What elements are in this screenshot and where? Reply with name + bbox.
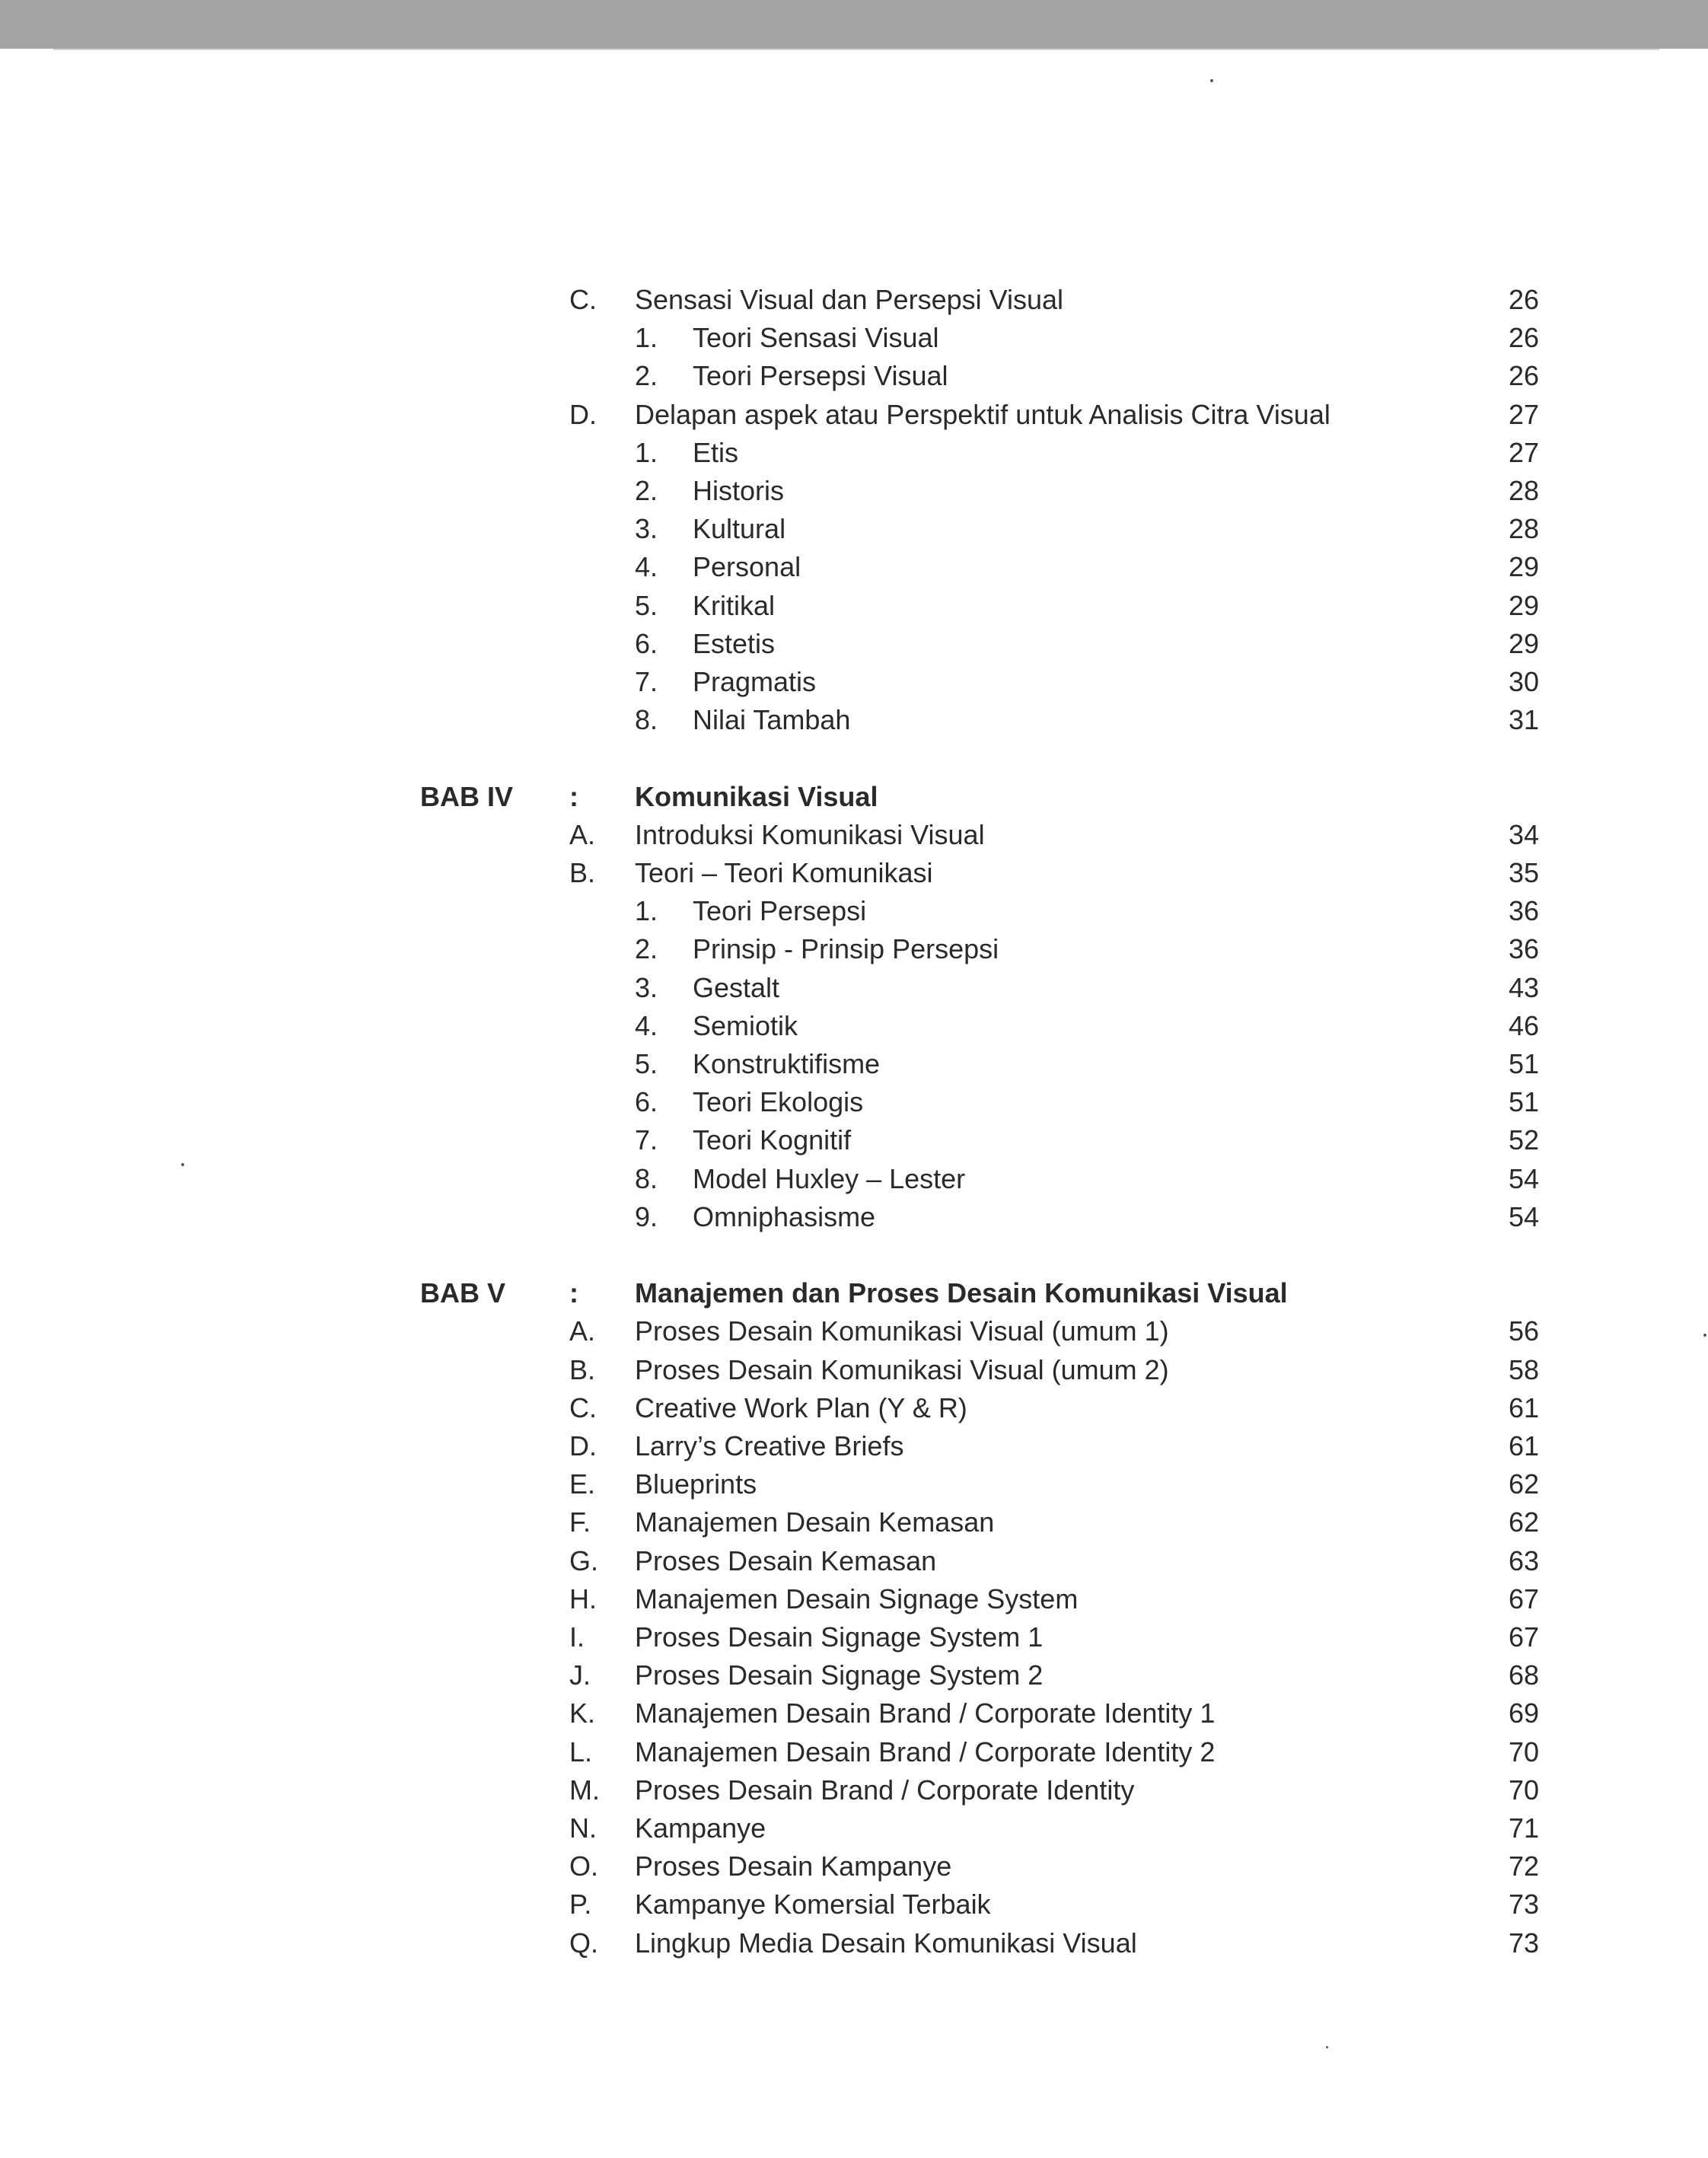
subentry-number: 8. [635,1163,658,1194]
toc-subentry [0,1045,1708,1083]
page-number: 58 [1508,1354,1539,1385]
page-number: 61 [1508,1430,1539,1462]
chapter-colon: : [569,1277,578,1309]
page-number: 52 [1508,1124,1539,1156]
subentry-title: Historis [693,475,785,506]
subentry-title: Teori Persepsi Visual [693,360,948,391]
subentry-number: 8. [635,704,658,735]
toc-entry [0,1465,1708,1503]
chapter-title: Manajemen dan Proses Desain Komunikasi Visual [635,1277,1288,1309]
subentry-title: Kultural [693,513,786,544]
toc-entry [0,1503,1708,1541]
entry-letter: D. [569,1430,597,1462]
chapter-colon: : [569,781,578,812]
page-number: 54 [1508,1201,1539,1232]
page-number: 29 [1508,628,1539,659]
entry-title: Blueprints [635,1468,757,1500]
page-number: 70 [1508,1774,1539,1806]
toc-entry [0,1809,1708,1847]
toc-subentry [0,548,1708,586]
chapter-label: BAB V [420,1277,506,1309]
toc-entry [0,1847,1708,1885]
subentry-title: Estetis [693,628,776,659]
subentry-title: Pragmatis [693,666,817,697]
entry-title: Proses Desain Komunikasi Visual (umum 2) [635,1354,1169,1385]
toc-entry [0,1542,1708,1580]
page-number: 62 [1508,1468,1539,1500]
subentry-number: 5. [635,1048,658,1079]
entry-title: Delapan aspek atau Perspektif untuk Analisis Citra Visual [635,399,1330,430]
entry-title: Proses Desain Signage System 1 [635,1621,1044,1653]
page-number: 67 [1508,1621,1539,1653]
page-number: 28 [1508,475,1539,506]
toc-entry [0,1885,1708,1924]
page-number: 34 [1508,819,1539,850]
toc-subentry [0,701,1708,739]
page-number: 68 [1508,1659,1539,1691]
toc-subentry [0,434,1708,472]
entry-letter: M. [569,1774,600,1806]
subentry-number: 3. [635,513,658,544]
entry-title: Manajemen Desain Brand / Corporate Identity 1 [635,1697,1216,1729]
page-number: 71 [1508,1812,1539,1844]
toc-subentry [0,1160,1708,1198]
subentry-title: Etis [693,437,739,468]
page-number: 70 [1508,1736,1539,1768]
subentry-number: 1. [635,437,658,468]
page-number: 29 [1508,590,1539,621]
chapter-heading [0,1274,1708,1312]
subentry-number: 6. [635,1086,658,1117]
entry-title: Creative Work Plan (Y & R) [635,1392,967,1423]
entry-title: Kampanye Komersial Terbaik [635,1889,991,1920]
page-number: 73 [1508,1889,1539,1920]
entry-title: Manajemen Desain Brand / Corporate Identity 2 [635,1736,1216,1768]
page-number: 27 [1508,437,1539,468]
toc-entry [0,1656,1708,1694]
toc-subentry [0,1198,1708,1236]
subentry-number: 7. [635,666,658,697]
subentry-number: 1. [635,895,658,926]
entry-letter: D. [569,399,597,430]
page-number: 29 [1508,551,1539,582]
subentry-number: 7. [635,1124,658,1156]
toc-entry [0,854,1708,892]
page-number: 72 [1508,1850,1539,1882]
entry-letter: C. [569,1392,597,1423]
subentry-title: Teori Sensasi Visual [693,322,939,353]
entry-letter: H. [569,1583,597,1615]
page-number: 67 [1508,1583,1539,1615]
page-number: 30 [1508,666,1539,697]
entry-title: Proses Desain Brand / Corporate Identity [635,1774,1135,1806]
toc-entry [0,1618,1708,1656]
chapter-title: Komunikasi Visual [635,781,878,812]
page-number: 26 [1508,284,1539,315]
subentry-title: Teori Persepsi [693,895,867,926]
entry-title: Sensasi Visual dan Persepsi Visual [635,284,1064,315]
subentry-title: Personal [693,551,801,582]
subentry-number: 2. [635,475,658,506]
page-number: 27 [1508,399,1539,430]
entry-title: Proses Desain Signage System 2 [635,1659,1044,1691]
entry-letter: P. [569,1889,592,1920]
toc-subentry [0,319,1708,357]
subentry-number: 2. [635,933,658,964]
toc-entry [0,1312,1708,1350]
page-number: 43 [1508,972,1539,1003]
entry-letter: E. [569,1468,596,1500]
toc-subentry [0,663,1708,701]
toc-subentry [0,1083,1708,1121]
subentry-title: Semiotik [693,1010,798,1041]
entry-letter: O. [569,1850,599,1882]
entry-title: Larry’s Creative Briefs [635,1430,904,1462]
toc-subentry [0,1121,1708,1159]
entry-title: Manajemen Desain Signage System [635,1583,1079,1615]
subentry-number: 3. [635,972,658,1003]
toc-entry [0,1694,1708,1732]
entry-letter: A. [569,819,596,850]
entry-letter: K. [569,1697,596,1729]
page-number: 36 [1508,933,1539,964]
page-number: 62 [1508,1506,1539,1538]
entry-letter: G. [569,1545,599,1576]
entry-title: Proses Desain Kampanye [635,1850,952,1882]
toc-subentry [0,930,1708,968]
subentry-number: 9. [635,1201,658,1232]
subentry-title: Nilai Tambah [693,704,851,735]
page-number: 28 [1508,513,1539,544]
toc-subentry [0,969,1708,1007]
subentry-number: 4. [635,551,658,582]
entry-letter: Q. [569,1927,599,1959]
entry-letter: C. [569,284,597,315]
subentry-title: Model Huxley – Lester [693,1163,966,1194]
toc-subentry [0,625,1708,663]
entry-title: Introduksi Komunikasi Visual [635,819,985,850]
toc-entry [0,1427,1708,1465]
toc-subentry [0,472,1708,510]
page-number: 26 [1508,322,1539,353]
page-number: 73 [1508,1927,1539,1959]
chapter-label: BAB IV [420,781,514,812]
toc-subentry [0,892,1708,930]
page-number: 51 [1508,1048,1539,1079]
subentry-number: 1. [635,322,658,353]
subentry-title: Konstruktifisme [693,1048,881,1079]
entry-title: Teori – Teori Komunikasi [635,857,933,888]
subentry-title: Kritikal [693,590,776,621]
entry-title: Kampanye [635,1812,766,1844]
toc-subentry [0,357,1708,395]
entry-letter: J. [569,1659,591,1691]
subentry-title: Gestalt [693,972,780,1003]
entry-letter: L. [569,1736,593,1768]
entry-title: Lingkup Media Desain Komunikasi Visual [635,1927,1137,1959]
toc-entry [0,1733,1708,1771]
entry-letter: F. [569,1506,591,1538]
entry-title: Proses Desain Komunikasi Visual (umum 1) [635,1315,1169,1347]
page-number: 26 [1508,360,1539,391]
subentry-title: Omniphasisme [693,1201,876,1232]
entry-letter: N. [569,1812,597,1844]
page-number: 56 [1508,1315,1539,1347]
page-number: 35 [1508,857,1539,888]
entry-letter: I. [569,1621,585,1653]
page-number: 46 [1508,1010,1539,1041]
page-number: 51 [1508,1086,1539,1117]
page-number: 36 [1508,895,1539,926]
subentry-number: 6. [635,628,658,659]
subentry-number: 2. [635,360,658,391]
entry-title: Manajemen Desain Kemasan [635,1506,995,1538]
entry-title: Proses Desain Kemasan [635,1545,937,1576]
toc-entry [0,816,1708,854]
subentry-title: Teori Ekologis [693,1086,864,1117]
toc-subentry [0,510,1708,548]
page-number: 69 [1508,1697,1539,1729]
page-number: 54 [1508,1163,1539,1194]
toc-subentry [0,587,1708,625]
toc-entry [0,1771,1708,1809]
entry-letter: B. [569,1354,596,1385]
toc-entry [0,1351,1708,1389]
entry-letter: A. [569,1315,596,1347]
toc-subentry [0,1007,1708,1045]
toc-entry [0,1924,1708,1962]
page-number: 61 [1508,1392,1539,1423]
toc-entry [0,1580,1708,1618]
toc-entry [0,1389,1708,1427]
toc-entry [0,281,1708,319]
page-number: 63 [1508,1545,1539,1576]
page-number: 31 [1508,704,1539,735]
subentry-title: Teori Kognitif [693,1124,852,1156]
subentry-number: 4. [635,1010,658,1041]
chapter-heading [0,778,1708,816]
toc-entry [0,396,1708,434]
entry-letter: B. [569,857,596,888]
subentry-number: 5. [635,590,658,621]
subentry-title: Prinsip - Prinsip Persepsi [693,933,999,964]
